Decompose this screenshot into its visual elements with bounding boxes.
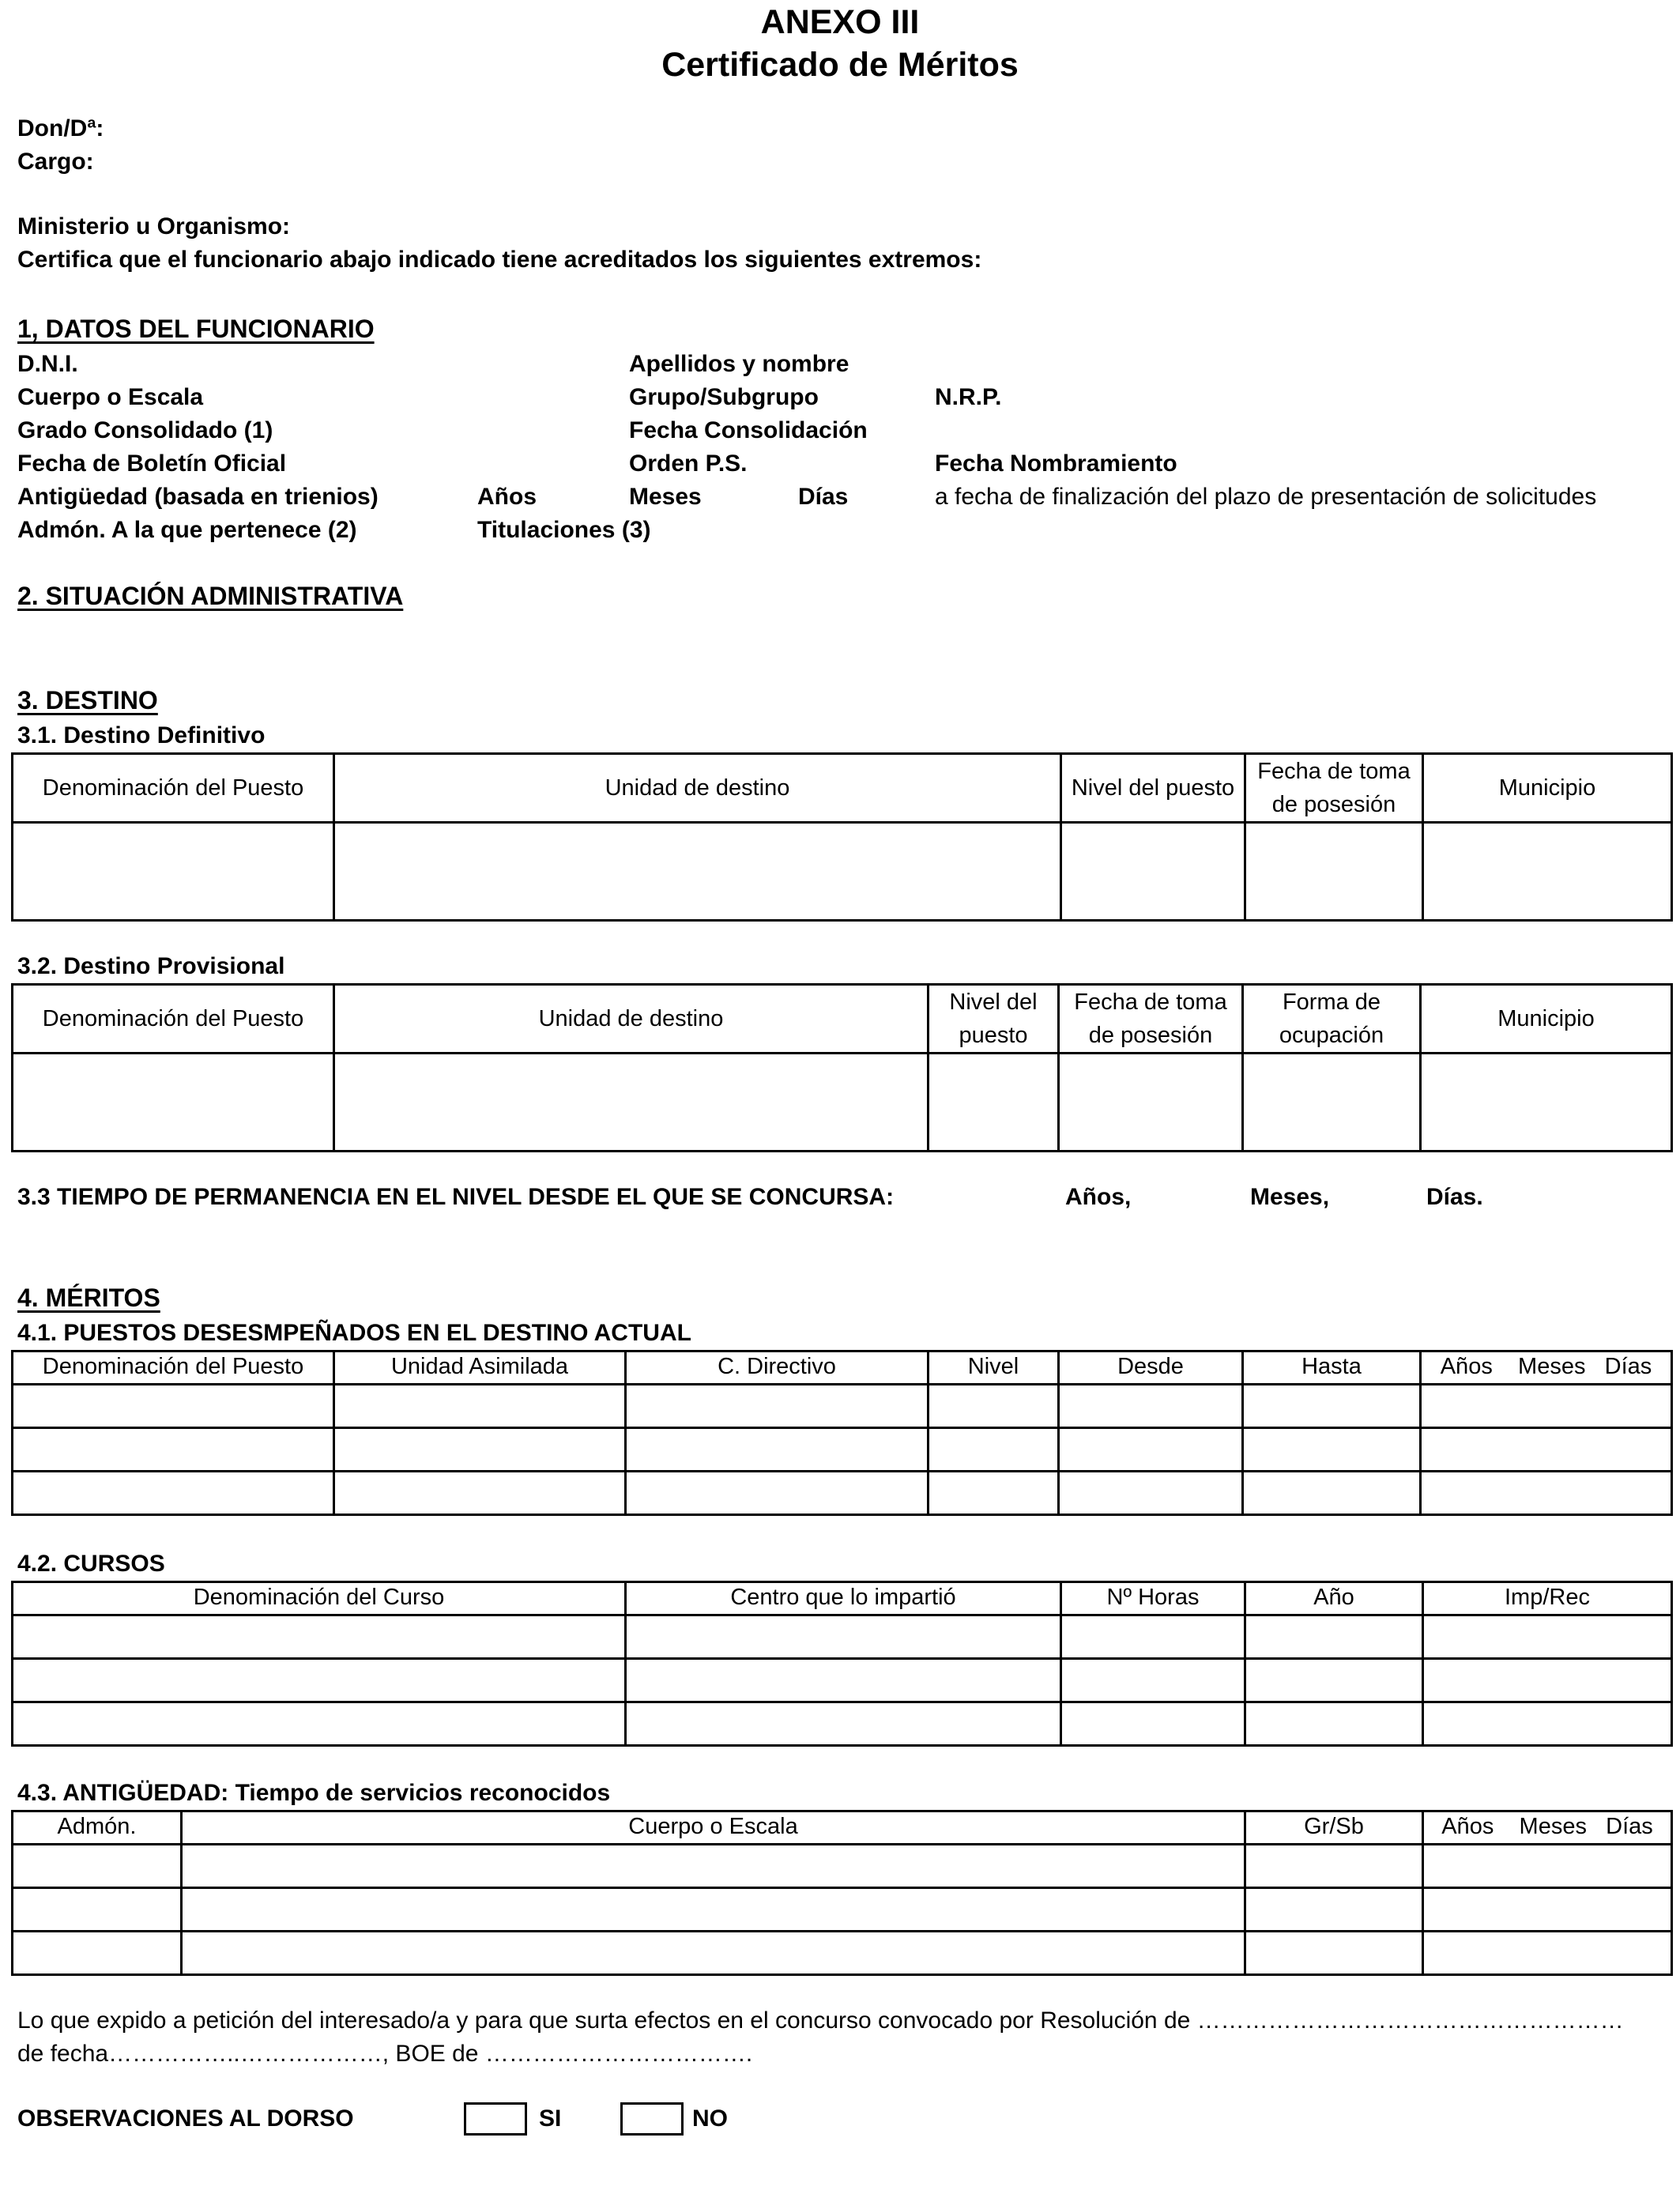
puestos-table: [11, 1350, 1673, 1516]
table-cell[interactable]: [626, 1385, 929, 1428]
table-cell[interactable]: [334, 1385, 626, 1428]
cuerpo-label: Cuerpo o Escala: [17, 384, 204, 410]
expido-text-line-2: de fecha……………..………………, BOE de …………………………….: [17, 2041, 753, 2067]
grupo-label: Grupo/Subgrupo: [629, 384, 819, 410]
col-centro-header: Centro que lo impartió: [626, 1582, 1061, 1615]
table-cell[interactable]: [1423, 1888, 1672, 1932]
table-header-row: [13, 1351, 1672, 1385]
table-cell[interactable]: [1059, 1428, 1243, 1472]
table-cell[interactable]: [1061, 1615, 1245, 1659]
table-cell[interactable]: [929, 1054, 1059, 1152]
table-cell[interactable]: [1061, 1702, 1245, 1746]
table-cell[interactable]: [1423, 1615, 1672, 1659]
si-checkbox[interactable]: [464, 2102, 527, 2136]
col-nivel-header: Nivel del puesto: [929, 985, 1059, 1054]
table-cell[interactable]: [182, 1845, 1245, 1888]
table-cell[interactable]: [1059, 1385, 1243, 1428]
a-fecha-text: a fecha de finalización del plazo de presentación de solicitudes: [935, 484, 1597, 510]
table-cell[interactable]: [929, 1472, 1059, 1515]
destino-definitivo-table: [11, 752, 1673, 922]
col-anos-meses-dias-header: Años Meses Días: [1421, 1351, 1672, 1385]
table-cell[interactable]: [334, 823, 1061, 921]
table-cell[interactable]: [1423, 1702, 1672, 1746]
table-cell[interactable]: [13, 1659, 626, 1702]
puestos-desempenados-heading: 4.1. PUESTOS DESESMPEÑADOS EN EL DESTINO ACTUAL: [17, 1320, 691, 1346]
table-cell[interactable]: [1245, 1659, 1423, 1702]
table-row: [13, 1615, 1672, 1659]
table-row: [13, 1845, 1672, 1888]
table-cell[interactable]: [1245, 1702, 1423, 1746]
col-denominacion-header: Denominación del Puesto: [13, 985, 334, 1054]
table-row: [13, 1659, 1672, 1702]
col-municipio-header: Municipio: [1421, 985, 1672, 1054]
col-unidad-header: Unidad de destino: [334, 985, 929, 1054]
col-ano-header: Año: [1245, 1582, 1423, 1615]
document-subtitle: Certificado de Méritos: [661, 46, 1019, 84]
admon-label: Admón. A la que pertenece (2): [17, 517, 357, 543]
table-cell[interactable]: [334, 1428, 626, 1472]
table-cell[interactable]: [1243, 1054, 1421, 1152]
table-row: [13, 823, 1672, 921]
section-4-heading: 4. MÉRITOS: [17, 1284, 160, 1312]
table-cell[interactable]: [13, 1385, 334, 1428]
fecha-nombramiento-label: Fecha Nombramiento: [935, 450, 1177, 477]
no-label: NO: [692, 2105, 728, 2132]
table-cell[interactable]: [1243, 1428, 1421, 1472]
table-cell[interactable]: [13, 1932, 182, 1975]
table-cell[interactable]: [1245, 1888, 1423, 1932]
col-denominacion-header: Denominación del Puesto: [13, 754, 334, 823]
antiguedad-heading: 4.3. ANTIGÜEDAD: Tiempo de servicios reconocidos: [17, 1780, 611, 1806]
tiempo-anos-label: Años,: [1065, 1184, 1132, 1210]
table-cell[interactable]: [1245, 823, 1423, 921]
antiguedad-table: [11, 1810, 1673, 1976]
table-cell[interactable]: [1421, 1472, 1672, 1515]
table-cell[interactable]: [13, 1472, 334, 1515]
col-gr-sb-header: Gr/Sb: [1245, 1811, 1423, 1845]
nrp-label: N.R.P.: [935, 384, 1002, 410]
col-imp-rec-header: Imp/Rec: [1423, 1582, 1672, 1615]
fecha-consolidacion-label: Fecha Consolidación: [629, 417, 868, 443]
col-fecha-toma-header: Fecha de toma de posesión: [1245, 754, 1423, 823]
grado-label: Grado Consolidado (1): [17, 417, 273, 443]
table-cell[interactable]: [1245, 1845, 1423, 1888]
table-cell[interactable]: [1243, 1385, 1421, 1428]
table-cell[interactable]: [626, 1702, 1061, 1746]
tiempo-dias-label: Días.: [1426, 1184, 1483, 1210]
table-cell[interactable]: [1245, 1615, 1423, 1659]
observaciones-label: OBSERVACIONES AL DORSO: [17, 2105, 354, 2132]
table-cell[interactable]: [13, 1428, 334, 1472]
col-admon-header: Admón.: [13, 1811, 182, 1845]
cargo-label: Cargo:: [17, 149, 94, 175]
col-unidad-header: Unidad de destino: [334, 754, 1061, 823]
table-header-row: [13, 985, 1672, 1054]
table-cell[interactable]: [13, 1615, 626, 1659]
col-nivel-header: Nivel: [929, 1351, 1059, 1385]
table-cell[interactable]: [1061, 1659, 1245, 1702]
table-cell[interactable]: [1421, 1428, 1672, 1472]
col-nivel-header: Nivel del puesto: [1061, 754, 1245, 823]
dias-label: Días: [798, 484, 849, 510]
table-cell[interactable]: [1061, 823, 1245, 921]
table-cell[interactable]: [182, 1932, 1245, 1975]
dni-label: D.N.I.: [17, 351, 78, 377]
si-label: SI: [539, 2105, 562, 2132]
table-cell[interactable]: [1423, 1845, 1672, 1888]
fecha-boletin-label: Fecha de Boletín Oficial: [17, 450, 287, 477]
table-header-row: [13, 754, 1672, 823]
apellidos-label: Apellidos y nombre: [629, 351, 849, 377]
table-cell[interactable]: [13, 1054, 334, 1152]
table-cell[interactable]: [1421, 1385, 1672, 1428]
col-forma-ocupacion-header: Forma de ocupación: [1243, 985, 1421, 1054]
document-title: ANEXO III: [760, 3, 920, 41]
ministerio-label: Ministerio u Organismo:: [17, 213, 291, 239]
col-hasta-header: Hasta: [1243, 1351, 1421, 1385]
col-horas-header: Nº Horas: [1061, 1582, 1245, 1615]
col-desde-header: Desde: [1059, 1351, 1243, 1385]
destino-provisional-heading: 3.2. Destino Provisional: [17, 953, 285, 979]
section-3-heading: 3. DESTINO: [17, 686, 158, 714]
section-2-heading: 2. SITUACIÓN ADMINISTRATIVA: [17, 582, 404, 610]
col-c-directivo-header: C. Directivo: [626, 1351, 929, 1385]
orden-label: Orden P.S.: [629, 450, 748, 477]
table-cell[interactable]: [626, 1472, 929, 1515]
cursos-table: [11, 1581, 1673, 1747]
col-fecha-toma-header: Fecha de toma de posesión: [1059, 985, 1243, 1054]
table-header-row: [13, 1582, 1672, 1615]
table-row: [13, 1702, 1672, 1746]
table-cell[interactable]: [1423, 1932, 1672, 1975]
tiempo-meses-label: Meses,: [1250, 1184, 1330, 1210]
table-cell[interactable]: [13, 1888, 182, 1932]
table-row: [13, 1385, 1672, 1428]
table-cell[interactable]: [13, 1845, 182, 1888]
table-cell[interactable]: [334, 1472, 626, 1515]
table-cell[interactable]: [1423, 1659, 1672, 1702]
table-cell[interactable]: [1245, 1932, 1423, 1975]
table-cell[interactable]: [1243, 1472, 1421, 1515]
table-cell[interactable]: [1423, 823, 1672, 921]
section-1-heading: 1, DATOS DEL FUNCIONARIO: [17, 315, 375, 343]
table-row: [13, 1472, 1672, 1515]
titulaciones-label: Titulaciones (3): [477, 517, 651, 543]
certifica-text: Certifica que el funcionario abajo indicado tiene acreditados los siguientes extremos:: [17, 247, 982, 273]
col-cuerpo-escala-header: Cuerpo o Escala: [182, 1811, 1245, 1845]
antiguedad-label: Antigüedad (basada en trienios): [17, 484, 379, 510]
table-cell[interactable]: [182, 1888, 1245, 1932]
table-cell[interactable]: [626, 1615, 1061, 1659]
table-cell[interactable]: [13, 1702, 626, 1746]
expido-text-line-1: Lo que expido a petición del interesado/a y para que surta efectos en el concurso convocado por Resolución de ………………………………………………: [17, 2007, 1624, 2034]
don-label: Don/Dª:: [17, 115, 104, 141]
table-cell[interactable]: [626, 1659, 1061, 1702]
table-cell[interactable]: [1059, 1472, 1243, 1515]
tiempo-permanencia-label: 3.3 TIEMPO DE PERMANENCIA EN EL NIVEL DESDE EL QUE SE CONCURSA:: [17, 1184, 895, 1210]
table-cell[interactable]: [334, 1054, 929, 1152]
destino-provisional-table: [11, 983, 1673, 1152]
table-row: [13, 1932, 1672, 1975]
cursos-heading: 4.2. CURSOS: [17, 1551, 165, 1577]
destino-definitivo-heading: 3.1. Destino Definitivo: [17, 722, 266, 748]
col-municipio-header: Municipio: [1423, 754, 1672, 823]
table-row: [13, 1428, 1672, 1472]
table-cell[interactable]: [1421, 1054, 1672, 1152]
table-row: [13, 1888, 1672, 1932]
col-unidad-asimilada-header: Unidad Asimilada: [334, 1351, 626, 1385]
col-denominacion-header: Denominación del Puesto: [13, 1351, 334, 1385]
table-cell[interactable]: [929, 1428, 1059, 1472]
no-checkbox[interactable]: [620, 2102, 684, 2136]
table-cell[interactable]: [1059, 1054, 1243, 1152]
table-row: [13, 1054, 1672, 1152]
table-cell[interactable]: [929, 1385, 1059, 1428]
table-header-row: [13, 1811, 1672, 1845]
meses-label: Meses: [629, 484, 702, 510]
col-denominacion-curso-header: Denominación del Curso: [13, 1582, 626, 1615]
anos-label: Años: [477, 484, 537, 510]
table-cell[interactable]: [13, 823, 334, 921]
col-anos-meses-dias-header: Años Meses Días: [1423, 1811, 1672, 1845]
table-cell[interactable]: [626, 1428, 929, 1472]
